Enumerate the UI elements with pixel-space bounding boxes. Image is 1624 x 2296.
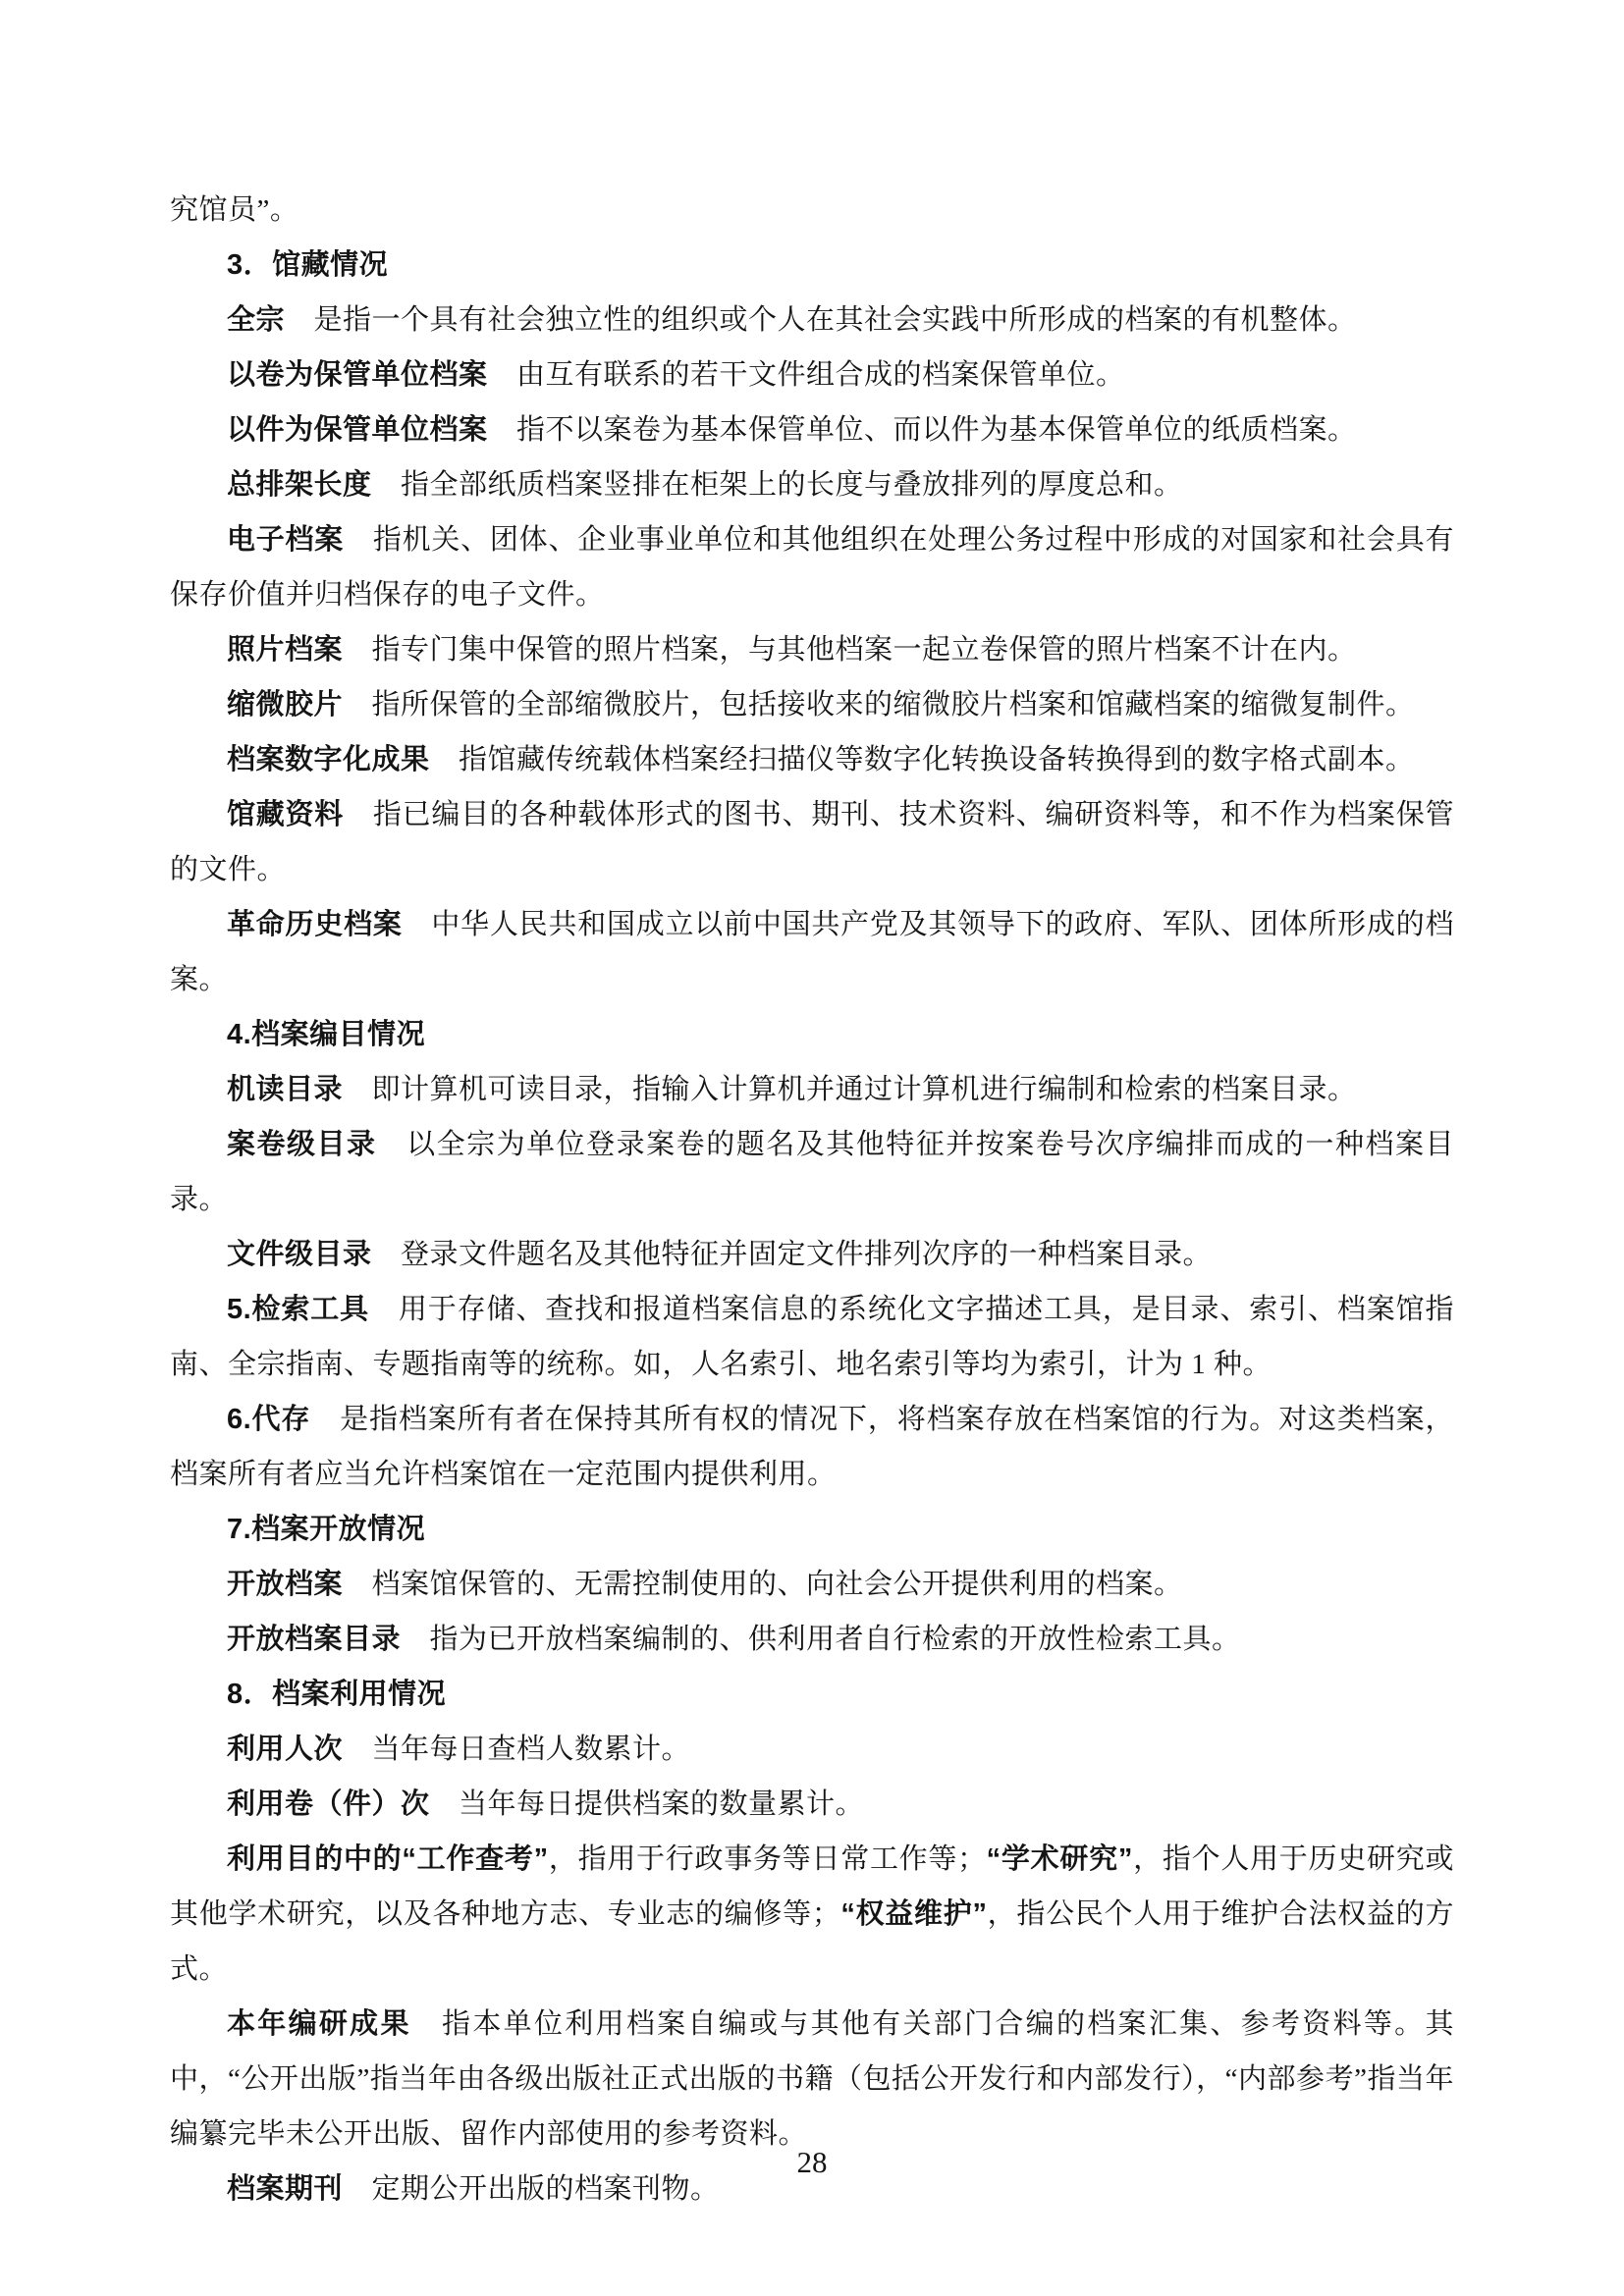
paragraph [170,1722,1454,1777]
definition-text: 指全部纸质档案竖排在柜架上的长度与叠放排列的厚度总和。 [371,469,1183,501]
term-bold-text: 电子档案 [227,524,345,556]
term-bold-text: 利用人次 [227,1734,344,1765]
definition-text: 当年每日查档人数累计。 [343,1734,691,1765]
term-bold-text: 以件为保管单位档案 [227,414,488,446]
definition-text: 指本单位利用档案自编或与其他有关部门合编的档案汇集、参考资料等。其中，“公开出版”指当年由各级出版社正式出版的书籍（包括公开发行和内部发行），“内部参考”指当年编纂完毕未公开出版、留作内部使用的参考资料。 [170,2008,1454,2150]
page-footer [0,2145,1624,2180]
paragraph [170,1777,1454,1832]
paragraph [170,402,1454,457]
term-bold-text: 6.代存 [227,1404,311,1435]
term-bold-text: 4.档案编目情况 [227,1019,426,1050]
paragraph [170,1832,1454,1997]
paragraph [170,1997,1454,2162]
term-bold-text: 利用目的中的“工作查考” [227,1843,549,1875]
definition-text: 指专门集中保管的照片档案，与其他档案一起立卷保管的照片档案不计在内。 [343,634,1357,666]
paragraph [170,347,1454,402]
definition-text: 以全宗为单位登录案卷的题名及其他特征并按案卷号次序编排而成的一种档案目录。 [170,1129,1454,1215]
term-bold-text: “权益维护” [840,1898,988,1930]
term-bold-text: 利用卷（件）次 [227,1789,430,1820]
definition-text: 即计算机可读目录，指输入计算机并通过计算机进行编制和检索的档案目录。 [343,1074,1357,1105]
definition-text: 指馆藏传统载体档案经扫描仪等数字化转换设备转换得到的数字格式副本。 [429,744,1415,775]
term-bold-text: 3．馆藏情况 [227,249,389,281]
term-bold-text: 开放档案目录 [227,1624,402,1655]
section-heading [170,1007,1454,1062]
definition-text: 指所保管的全部缩微胶片，包括接收来的缩微胶片档案和馆藏档案的缩微复制件。 [343,689,1415,721]
term-bold-text: 7.档案开放情况 [227,1514,426,1545]
term-bold-text: 馆藏资料 [227,799,345,830]
definition-text: 指已编目的各种载体形式的图书、期刊、技术资料、编研资料等，和不作为档案保管的文件。 [170,799,1454,885]
paragraph [170,1062,1454,1117]
term-bold-text: 案卷级目录 [227,1129,377,1160]
paragraph [170,787,1454,897]
term-bold-text: 8．档案利用情况 [227,1679,447,1710]
paragraph [170,1612,1454,1667]
paragraph [170,677,1454,732]
paragraph [170,1117,1454,1227]
term-bold-text: 本年编研成果 [227,2008,411,2040]
paragraph [170,1392,1454,1502]
paragraph [170,1282,1454,1392]
page-number: 28 [796,2145,828,2179]
term-bold-text: 档案期刊 [227,2173,344,2205]
definition-text: 当年每日提供档案的数量累计。 [429,1789,865,1820]
paragraph [170,897,1454,1007]
definition-text: 指为已开放档案编制的、供利用者自行检索的开放性检索工具。 [401,1624,1241,1655]
definition-text: ，指用于行政事务等日常工作等； [548,1843,987,1875]
term-bold-text: 以卷为保管单位档案 [227,359,488,391]
definition-text: 用于存储、查找和报道档案信息的系统化文字描述工具，是目录、索引、档案馆指南、全宗指南、专题指南等的统称。如，人名索引、地名索引等均为索引，计为 1 种。 [170,1294,1454,1380]
paragraph [170,1227,1454,1282]
definition-text: 档案馆保管的、无需控制使用的、向社会公开提供利用的档案。 [343,1569,1183,1600]
definition-text: 中华人民共和国成立以前中国共产党及其领导下的政府、军队、团体所形成的档案。 [170,909,1454,995]
continuation-paragraph [170,183,1454,238]
term-bold-text: 全宗 [227,304,286,336]
paragraph [170,1557,1454,1612]
section-heading [170,238,1454,293]
definition-text: 指不以案卷为基本保管单位、而以件为基本保管单位的纸质档案。 [487,414,1357,446]
paragraph [170,512,1454,622]
document-body [170,183,1454,2216]
section-heading [170,1502,1454,1557]
term-bold-text: 档案数字化成果 [227,744,430,775]
paragraph [170,622,1454,677]
definition-text: ，指个人用于历史研究或其他学术研究，以及各种地方志、专业志的编修等； [170,1843,1454,1930]
definition-text: 由互有联系的若干文件组合成的档案保管单位。 [487,359,1125,391]
definition-text: 是指档案所有者在保持其所有权的情况下，将档案存放在档案馆的行为。对这类档案，档案所有者应当允许档案馆在一定范围内提供利用。 [170,1404,1454,1490]
definition-text: 指机关、团体、企业事业单位和其他组织在处理公务过程中形成的对国家和社会具有保存价值并归档保存的电子文件。 [170,524,1454,611]
definition-text: 是指一个具有社会独立性的组织或个人在其社会实践中所形成的档案的有机整体。 [285,304,1357,336]
paragraph [170,732,1454,787]
definition-text: ，指公民个人用于维护合法权益的方式。 [170,1898,1454,1985]
definition-text: 定期公开出版的档案刊物。 [343,2173,720,2205]
term-bold-text: 缩微胶片 [227,689,344,721]
term-bold-text: 5.检索工具 [227,1294,370,1325]
section-heading [170,1667,1454,1722]
term-bold-text: 革命历史档案 [227,909,403,940]
term-bold-text: “学术研究” [986,1843,1133,1875]
term-bold-text: 文件级目录 [227,1239,372,1270]
paragraph [170,293,1454,347]
definition-text: 登录文件题名及其他特征并固定文件排列次序的一种档案目录。 [371,1239,1213,1270]
paragraph [170,457,1454,512]
term-bold-text: 机读目录 [227,1074,344,1105]
definition-text: 究馆员”。 [170,194,299,226]
term-bold-text: 开放档案 [227,1569,344,1600]
term-bold-text: 总排架长度 [227,469,372,501]
term-bold-text: 照片档案 [227,634,344,666]
